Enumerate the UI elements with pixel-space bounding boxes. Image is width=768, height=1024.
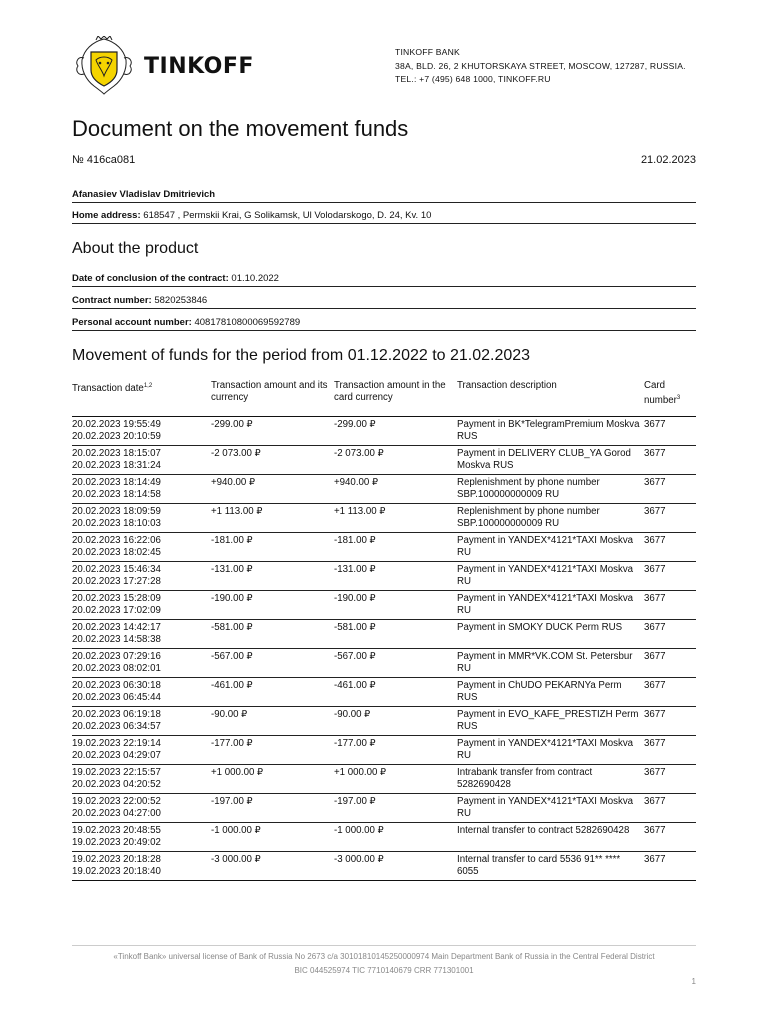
cell-amount [211,417,334,446]
client-name-row [72,189,696,203]
cell-card-amount [334,504,457,533]
cell-date-date1: 20.02.2023 14:42:17 [72,622,161,634]
cell-card-amount [334,736,457,765]
cell-card [644,852,696,881]
cell-amount-amount: -581.00 ₽ [211,622,253,634]
cell-date-date1: 20.02.2023 07:29:16 [72,651,161,663]
contract-number-row [72,295,696,309]
cell-card [644,417,696,446]
cell-description-description: Internal transfer to contract 5282690428 [457,825,630,837]
table-row [72,591,696,620]
cell-card-card: 3677 [644,738,666,750]
cell-amount [211,475,334,504]
cell-card-amount [334,707,457,736]
cell-card-card: 3677 [644,709,666,721]
cell-date-date1: 19.02.2023 22:19:14 [72,738,161,750]
contract-date-row [72,273,696,287]
col-header-description: Transaction description [457,380,557,391]
cell-description [457,794,644,823]
cell-amount [211,823,334,852]
cell-card [644,533,696,562]
cell-card-amount [334,446,457,475]
home-address-label: Home address: [72,210,141,221]
table-header-row [72,376,696,417]
cell-card [644,446,696,475]
contract-number-value: 5820253846 [154,295,208,306]
cell-amount [211,591,334,620]
cell-date-date2: 20.02.2023 18:14:58 [72,489,161,501]
cell-date-date1: 20.02.2023 18:14:49 [72,477,161,489]
cell-date [72,707,211,736]
table-row [72,736,696,765]
cell-amount-amount: +940.00 ₽ [211,477,256,489]
cell-date-date1: 20.02.2023 15:46:34 [72,564,161,576]
cell-date [72,504,211,533]
cell-description [457,620,644,649]
account-number-value: 40817810800069592789 [194,317,301,328]
cell-date-date2: 20.02.2023 14:58:38 [72,634,161,646]
cell-amount-amount: -90.00 ₽ [211,709,248,721]
cell-card-amount-card-amount: -177.00 ₽ [334,738,376,750]
table-row [72,446,696,475]
cell-amount [211,446,334,475]
cell-description [457,591,644,620]
cell-date-date1: 20.02.2023 06:30:18 [72,680,161,692]
table-row [72,765,696,794]
cell-card-amount [334,649,457,678]
cell-card-amount-card-amount: +1 113.00 ₽ [334,506,386,518]
cell-card-amount [334,475,457,504]
cell-description [457,475,644,504]
cell-date-date2: 20.02.2023 18:31:24 [72,460,161,472]
cell-card-amount-card-amount: -567.00 ₽ [334,651,376,663]
cell-date-date1: 19.02.2023 22:00:52 [72,796,161,808]
cell-amount [211,736,334,765]
cell-description-description: Payment in MMR*VK.COM St. Petersbur RU [457,651,633,675]
cell-date-date2: 20.02.2023 04:29:07 [72,750,161,762]
cell-date-date2: 19.02.2023 20:18:40 [72,866,161,878]
bank-phone: TEL.: +7 (495) 648 1000, TINKOFF.RU [395,74,551,84]
cell-card-card: 3677 [644,796,666,808]
cell-card-card: 3677 [644,506,666,518]
cell-amount-amount: -2 073.00 ₽ [211,448,261,460]
product-section-title: About the product [72,240,199,257]
client-name: Afanasiev Vladislav Dmitrievich [72,189,216,200]
account-number-label: Personal account number: [72,317,192,328]
cell-amount [211,852,334,881]
cell-date-date2: 20.02.2023 17:27:28 [72,576,161,588]
cell-date [72,475,211,504]
cell-amount-amount: -177.00 ₽ [211,738,253,750]
cell-date [72,446,211,475]
cell-card [644,794,696,823]
cell-description [457,562,644,591]
cell-card-card: 3677 [644,535,666,547]
contract-date-label: Date of conclusion of the contract: [72,273,229,284]
cell-card-amount [334,417,457,446]
cell-description-description: Payment in YANDEX*4121*TAXI Moskva RU [457,738,634,762]
cell-card-amount-card-amount: -3 000.00 ₽ [334,854,384,866]
cell-card-amount [334,620,457,649]
cell-card-amount [334,591,457,620]
cell-card-amount [334,765,457,794]
cell-amount [211,707,334,736]
transactions-table [72,376,696,881]
cell-date-date2: 20.02.2023 08:02:01 [72,663,161,675]
cell-description-description: Payment in EVO_KAFE_PRESTIZH Perm RUS [457,709,639,733]
table-row [72,620,696,649]
cell-amount-amount: -299.00 ₽ [211,419,253,431]
cell-card-amount-card-amount: +940.00 ₽ [334,477,379,489]
cell-amount [211,794,334,823]
cell-date [72,562,211,591]
document-title: Document on the movement funds [72,116,409,141]
cell-date [72,852,211,881]
cell-card-amount-card-amount: -190.00 ₽ [334,593,376,605]
cell-description-description: Payment in YANDEX*4121*TAXI Moskva RU [457,564,634,588]
cell-date [72,678,211,707]
cell-date-date1: 20.02.2023 15:28:09 [72,593,161,605]
cell-description-description: Payment in YANDEX*4121*TAXI Moskva RU [457,535,634,559]
cell-card [644,765,696,794]
cell-card [644,649,696,678]
cell-date-date2: 20.02.2023 04:27:00 [72,808,161,820]
cell-description [457,649,644,678]
cell-date [72,794,211,823]
cell-amount-amount: +1 113.00 ₽ [211,506,263,518]
cell-date-date2: 19.02.2023 20:49:02 [72,837,161,849]
table-row [72,823,696,852]
cell-amount [211,504,334,533]
cell-card-amount [334,562,457,591]
cell-card-card: 3677 [644,477,666,489]
cell-card-amount-card-amount: -131.00 ₽ [334,564,376,576]
cell-date-date1: 20.02.2023 18:15:07 [72,448,161,460]
cell-card-card: 3677 [644,854,666,866]
cell-date [72,417,211,446]
home-address-row [72,210,696,224]
cell-date-date2: 20.02.2023 06:34:57 [72,721,161,733]
cell-card [644,736,696,765]
cell-card-amount-card-amount: -181.00 ₽ [334,535,376,547]
cell-card [644,562,696,591]
cell-card-card: 3677 [644,680,666,692]
cell-card-amount-card-amount: -581.00 ₽ [334,622,376,634]
cell-amount [211,533,334,562]
tinkoff-emblem-icon [72,36,136,96]
cell-card-card: 3677 [644,651,666,663]
cell-date [72,533,211,562]
cell-card [644,678,696,707]
cell-amount [211,620,334,649]
cell-card-card: 3677 [644,564,666,576]
cell-description-description: Payment in BK*TelegramPremium Moskva RUS [457,419,640,443]
cell-date-date1: 19.02.2023 20:48:55 [72,825,161,837]
cell-description [457,504,644,533]
cell-description [457,533,644,562]
col-header-amount: Transaction amount and its currency [211,380,328,403]
cell-card-amount-card-amount: +1 000.00 ₽ [334,767,387,779]
cell-card-amount-card-amount: -1 000.00 ₽ [334,825,384,837]
cell-description [457,736,644,765]
contract-number-label: Contract number: [72,295,152,306]
col-header-card-sup: 3 [676,395,681,401]
cell-card-card: 3677 [644,593,666,605]
cell-description-description: Replenishment by phone number SBP.100000000009 RU [457,506,600,530]
cell-card-amount [334,794,457,823]
cell-description [457,852,644,881]
cell-amount-amount: -567.00 ₽ [211,651,253,663]
cell-date-date1: 20.02.2023 18:09:59 [72,506,161,518]
cell-amount [211,765,334,794]
home-address-value: 618547 , Permskii Krai, G Solikamsk, Ul Volodarskogo, D. 24, Kv. 10 [143,210,432,221]
cell-card-amount [334,823,457,852]
bank-contact-info [395,46,686,87]
cell-date-date2: 20.02.2023 06:45:44 [72,692,161,704]
cell-date [72,823,211,852]
col-header-date-sup: 1,2 [143,383,153,389]
cell-date [72,591,211,620]
cell-card-card: 3677 [644,419,666,431]
table-row [72,533,696,562]
page-number: 1 [691,977,696,986]
table-row [72,504,696,533]
cell-amount-amount: -461.00 ₽ [211,680,253,692]
cell-card [644,475,696,504]
table-row [72,562,696,591]
cell-card [644,823,696,852]
cell-date-date1: 19.02.2023 20:18:28 [72,854,161,866]
cell-date [72,736,211,765]
cell-date-date1: 20.02.2023 06:19:18 [72,709,161,721]
footer-divider [72,945,696,946]
table-row [72,678,696,707]
cell-card-amount [334,678,457,707]
cell-description [457,417,644,446]
transactions-body [72,417,696,881]
col-header-date [72,376,211,417]
cell-card-amount-card-amount: -2 073.00 ₽ [334,448,384,460]
cell-date-date2: 20.02.2023 20:10:59 [72,431,161,443]
cell-description [457,446,644,475]
cell-card-amount-card-amount: -461.00 ₽ [334,680,376,692]
movement-section-title: Movement of funds for the period from 01.12.2022 to 21.02.2023 [72,347,531,364]
cell-date [72,620,211,649]
cell-amount-amount: -3 000.00 ₽ [211,854,261,866]
document-date: 21.02.2023 [640,154,696,166]
cell-amount-amount: -190.00 ₽ [211,593,253,605]
table-row [72,707,696,736]
cell-card [644,620,696,649]
contract-date-value: 01.10.2022 [231,273,279,284]
table-row [72,852,696,881]
cell-description-description: Intrabank transfer from contract 5282690428 [457,767,593,791]
cell-description [457,678,644,707]
bank-name: TINKOFF BANK [395,47,460,57]
cell-date [72,765,211,794]
cell-amount [211,562,334,591]
bank-address: 38A, BLD. 26, 2 KHUTORSKAYA STREET, MOSCOW, 127287, RUSSIA. [395,60,686,71]
cell-card-card: 3677 [644,825,666,837]
cell-description-description: Replenishment by phone number SBP.100000000009 RU [457,477,600,501]
cell-amount-amount: -1 000.00 ₽ [211,825,261,837]
table-row [72,649,696,678]
col-header-card-amount: Transaction amount in the card currency [334,380,446,403]
cell-amount-amount: -131.00 ₽ [211,564,253,576]
table-row [72,794,696,823]
cell-amount-amount: +1 000.00 ₽ [211,767,264,779]
cell-date-date2: 20.02.2023 17:02:09 [72,605,161,617]
cell-card [644,591,696,620]
cell-amount-amount: -181.00 ₽ [211,535,253,547]
col-header-card-text: Card number [644,380,677,407]
cell-description [457,765,644,794]
cell-amount [211,649,334,678]
cell-card-amount-card-amount: -197.00 ₽ [334,796,376,808]
cell-description [457,707,644,736]
footer-bank-codes: BIC 044525974 TIC 7710140679 CRR 771301001 [294,966,474,975]
cell-description [457,823,644,852]
cell-description-description: Internal transfer to card 5536 91** **** 6055 [457,854,621,878]
cell-card-card: 3677 [644,622,666,634]
account-number-row [72,317,696,331]
cell-card-amount-card-amount: -299.00 ₽ [334,419,376,431]
cell-date-date2: 20.02.2023 04:20:52 [72,779,161,791]
footer-license: «Tinkoff Bank» universal license of Bank of Russia No 2673 c/a 30101810145250000974 Main Department Bank of Russia in the Central Federal District [113,952,655,961]
cell-amount [211,678,334,707]
cell-description-description: Payment in DELIVERY CLUB_YA Gorod Moskva RUS [457,448,631,472]
cell-amount-amount: -197.00 ₽ [211,796,253,808]
cell-description-description: Payment in YANDEX*4121*TAXI Moskva RU [457,593,634,617]
cell-description-description: Payment in ChUDO PEKARNYa Perm RUS [457,680,622,704]
cell-date-date1: 19.02.2023 22:15:57 [72,767,161,779]
cell-card [644,707,696,736]
cell-card-amount [334,533,457,562]
cell-card [644,504,696,533]
table-row [72,417,696,446]
cell-date-date2: 20.02.2023 18:02:45 [72,547,161,559]
cell-description-description: Payment in YANDEX*4121*TAXI Moskva RU [457,796,634,820]
cell-date-date1: 20.02.2023 16:22:06 [72,535,161,547]
cell-date [72,649,211,678]
document-number: № 416ca081 [72,154,136,166]
cell-card-amount [334,852,457,881]
tinkoff-logo [72,36,254,96]
cell-description-description: Payment in SMOKY DUCK Perm RUS [457,622,623,634]
cell-card-card: 3677 [644,448,666,460]
cell-date-date2: 20.02.2023 18:10:03 [72,518,161,530]
table-row [72,475,696,504]
logo-text: TINKOFF [144,53,254,79]
cell-date-date1: 20.02.2023 19:55:49 [72,419,161,431]
cell-card-amount-card-amount: -90.00 ₽ [334,709,371,721]
cell-card-card: 3677 [644,767,666,779]
col-header-date-text: Transaction date [72,383,144,395]
col-header-card [644,376,696,417]
